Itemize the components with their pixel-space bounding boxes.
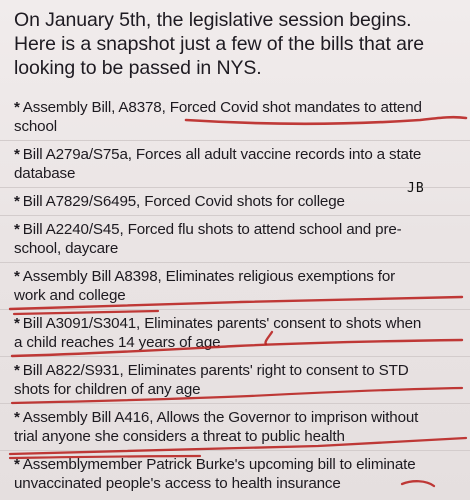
intro-paragraph xyxy=(14,8,464,80)
bill-item xyxy=(0,192,470,211)
bill-text-line: school, daycare xyxy=(14,240,119,257)
divider xyxy=(0,215,470,216)
bill-text-line: unvaccinated people's access to health insurance xyxy=(14,475,341,492)
intro-line: On January 5th, the legislative session begins. xyxy=(14,9,412,31)
bullet-mark: * xyxy=(14,409,20,426)
divider xyxy=(0,140,470,141)
divider xyxy=(0,356,470,357)
divider xyxy=(0,187,470,188)
handwritten-initials: JB xyxy=(407,181,425,196)
bill-item xyxy=(0,145,470,183)
bill-item xyxy=(0,267,470,305)
bill-text-line: Bill A279a/S75a, Forces all adult vaccine records into a state xyxy=(22,146,422,163)
bullet-mark: * xyxy=(14,146,20,163)
divider xyxy=(0,450,470,451)
bullet-mark: * xyxy=(14,268,20,285)
bill-item xyxy=(0,361,470,399)
bill-text-line: Assembly Bill, A8378, Forced Covid shot mandates to attend xyxy=(22,99,422,116)
bullet-mark: * xyxy=(14,362,20,379)
bill-item xyxy=(0,455,470,493)
bill-text-line: Bill A3091/S3041, Eliminates parents' consent to shots when xyxy=(22,315,422,332)
bill-text-line: Bill A7829/S6495, Forced Covid shots for college xyxy=(22,193,345,210)
bill-text-line: work and college xyxy=(14,287,126,304)
bill-item xyxy=(0,98,470,136)
bill-text-line: school xyxy=(14,118,58,135)
divider xyxy=(0,262,470,263)
intro-line: looking to be passed in NYS. xyxy=(14,57,262,79)
bill-item xyxy=(0,314,470,352)
divider xyxy=(0,403,470,404)
bullet-mark: * xyxy=(14,99,20,116)
bullet-mark: * xyxy=(14,456,20,473)
bill-text-line: Assembly Bill A416, Allows the Governor to imprison without xyxy=(22,409,419,426)
bill-list xyxy=(0,98,470,493)
bullet-mark: * xyxy=(14,315,20,332)
bill-text-line: Bill A822/S931, Eliminates parents' right to consent to STD xyxy=(22,362,409,379)
bill-text-line: trial anyone she considers a threat to public health xyxy=(14,428,345,445)
bill-text-line: database xyxy=(14,165,76,182)
bill-text-line: Bill A2240/S45, Forced flu shots to attend school and pre- xyxy=(22,221,402,238)
bullet-mark: * xyxy=(14,193,20,210)
bill-text-line: Assembly Bill A8398, Eliminates religious exemptions for xyxy=(22,268,396,285)
intro-line: Here is a snapshot just a few of the bills that are xyxy=(14,33,425,55)
divider xyxy=(0,309,470,310)
bullet-mark: * xyxy=(14,221,20,238)
bill-item xyxy=(0,220,470,258)
bill-text-line: a child reaches 14 years of age xyxy=(14,334,221,351)
bill-text-line: shots for children of any age xyxy=(14,381,201,398)
bill-item xyxy=(0,408,470,446)
bill-text-line: Assemblymember Patrick Burke's upcoming bill to eliminate xyxy=(22,456,416,473)
